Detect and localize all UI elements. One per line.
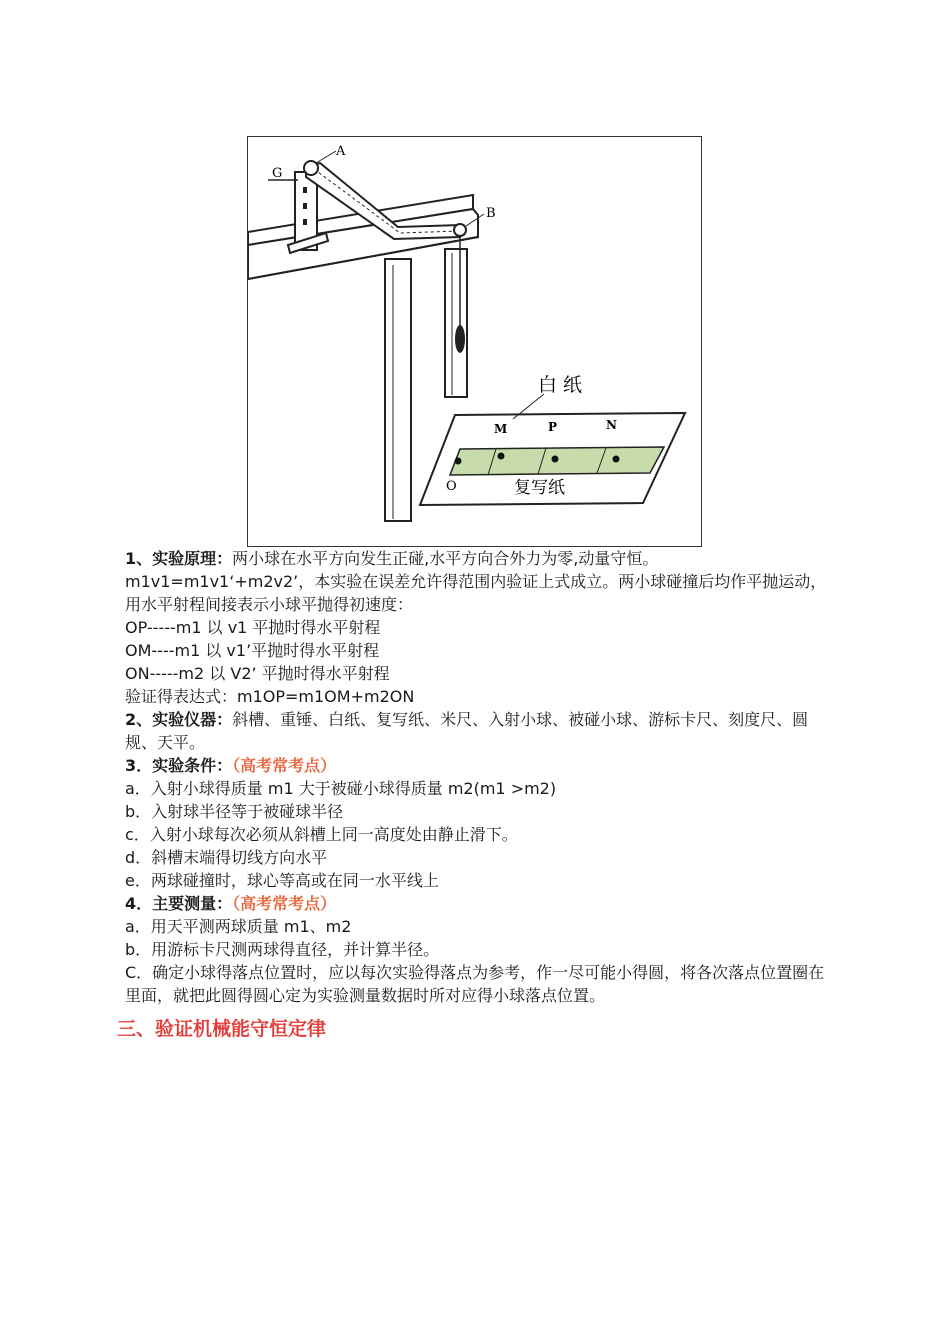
landing-dot-n: [613, 456, 620, 463]
label-carbon-paper: 复写纸: [514, 478, 565, 498]
table-leg-right: [445, 249, 467, 397]
principle-statement: 两小球在水平方向发生正碰,水平方向合外力为零,动量守恒。: [232, 549, 659, 568]
principle-op: OP-----m1 以 v1 平抛时得水平射程: [125, 618, 381, 637]
conditions-heading: 3．实验条件：: [125, 756, 233, 775]
conditions-heading-line: [125, 754, 835, 777]
label-g: G: [272, 166, 283, 181]
instruments-heading: 2、实验仪器：: [125, 710, 233, 729]
measurement-item-a: a．用天平测两球质量 m1、m2: [125, 917, 352, 936]
label-p: P: [548, 420, 558, 434]
measurements-heading: 4．主要测量：: [125, 894, 233, 913]
document-body: [125, 547, 835, 1007]
measurement-item-b: b．用游标卡尺测两球得直径，并计算半径。: [125, 940, 440, 959]
instruments-text: 斜槽、重锤、白纸、复写纸、米尺、入射小球、被碰小球、游标卡尺、刻度尺、圆规、天平。: [125, 710, 809, 752]
measurements-tag: （高考常考点）: [232, 894, 337, 913]
experiment-figure: [247, 136, 702, 547]
principle-on: ON-----m2 以 V2’ 平抛时得水平射程: [125, 664, 390, 683]
landing-dot-m: [498, 453, 505, 460]
principle-paragraph: m1v1=m1v1‘+m2v2’，本实验在误差允许得范围内验证上式成立。两小球碰撞后均作平抛运动，用水平射程间接表示小球平抛得初速度：: [125, 572, 827, 614]
condition-item: b．入射球半径等于被碰球半径: [125, 802, 344, 821]
label-m: M: [494, 422, 508, 436]
principle-expression: 验证得表达式：m1OP=m1OM+m2ON: [125, 687, 415, 706]
ball-b: [454, 224, 466, 236]
principle-om: OM----m1 以 v1’平抛时得水平射程: [125, 641, 380, 660]
measurements-heading-line: [125, 892, 835, 915]
landing-dot-p: [552, 456, 559, 463]
label-b: B: [486, 206, 496, 221]
condition-item: e．两球碰撞时，球心等高或在同一水平线上: [125, 871, 439, 890]
table-leg-left: [385, 259, 411, 521]
ball-a: [304, 161, 318, 175]
condition-item: d．斜槽末端得切线方向水平: [125, 848, 328, 867]
label-o: O: [446, 479, 457, 494]
apparatus-diagram: [248, 137, 701, 546]
measurement-item-c: C．确定小球得落点位置时，应以每次实验得落点为参考，作一尽可能小得圆，将各次落点位置圈在里面，就把此圆得圆心定为实验测量数据时所对应得小球落点位置。: [125, 963, 825, 1005]
section-title: 三、验证机械能守恒定律: [117, 1018, 327, 1040]
plumb-bob: [455, 325, 465, 353]
condition-item: c．入射小球每次必须从斜槽上同一高度处由静止滑下。: [125, 825, 518, 844]
label-a: A: [336, 144, 346, 159]
condition-item: a．入射小球得质量 m1 大于被碰小球得质量 m2(m1 >m2): [125, 779, 557, 798]
landing-dot-o: [455, 458, 462, 465]
principle-line: [125, 547, 835, 570]
label-n: N: [606, 418, 617, 432]
label-white-paper: 白 纸: [538, 374, 583, 396]
principle-heading: 1、实验原理：: [125, 549, 233, 568]
instruments-paragraph: [125, 708, 835, 754]
conditions-tag: （高考常考点）: [232, 756, 337, 775]
